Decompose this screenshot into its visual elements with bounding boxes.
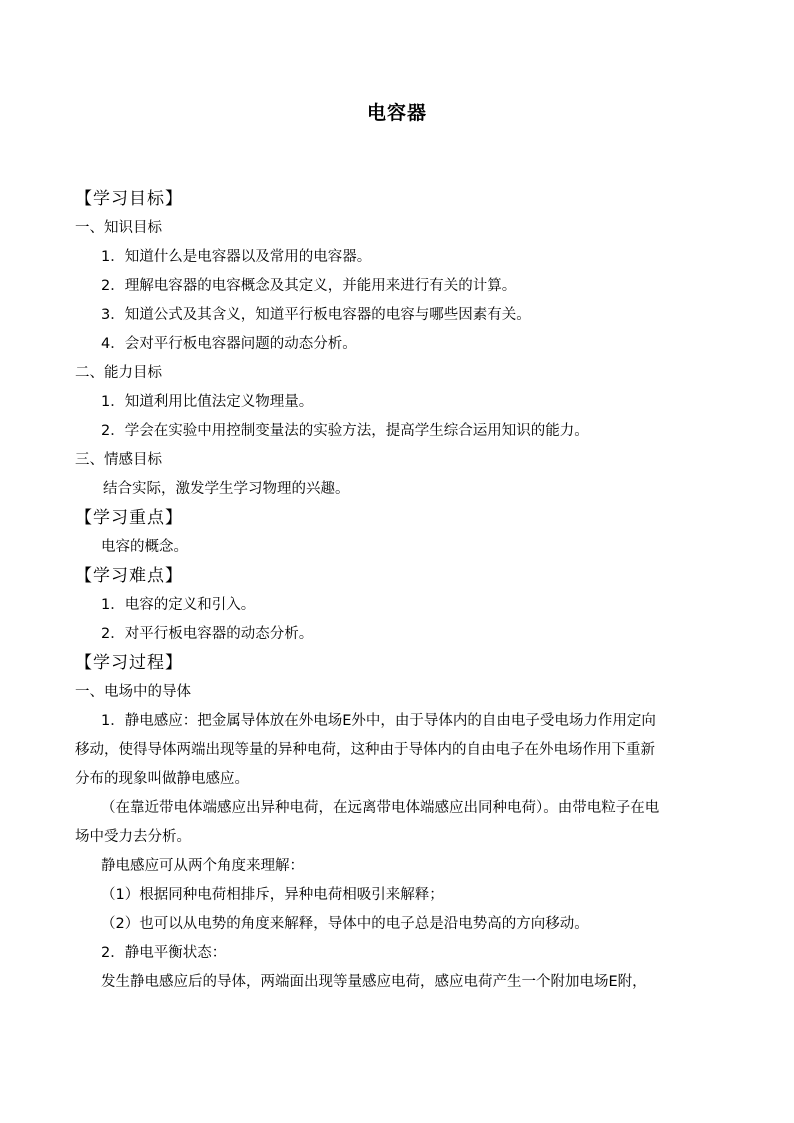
paragraph: 电容的概念。: [101, 539, 188, 555]
subsection-knowledge: 一、知识目标: [75, 220, 162, 236]
subsection-conductor: 一、电场中的导体: [75, 684, 191, 700]
paragraph-line: 分布的现象叫做静电感应。: [75, 771, 249, 787]
list-item: 1．知道利用比值法定义物理量。: [101, 394, 314, 410]
document-body: [75, 185, 725, 997]
paragraph: 发生静电感应后的导体，两端面出现等量感应电荷，感应电荷产生一个附加电场E附，: [101, 974, 647, 990]
list-item: 2．学会在实验中用控制变量法的实验方法，提高学生综合运用知识的能力。: [101, 423, 589, 439]
section-heading-process: 【学习过程】: [75, 653, 183, 673]
list-item: 2．对平行板电容器的动态分析。: [101, 626, 314, 642]
list-item: （2）也可以从电势的角度来解释，导体中的电子总是沿电势高的方向移动。: [101, 916, 589, 932]
list-item: 1．知道什么是电容器以及常用的电容器。: [101, 249, 372, 265]
page-title: 电容器: [366, 102, 427, 124]
list-item: 3．知道公式及其含义，知道平行板电容器的电容与哪些因素有关。: [101, 307, 531, 323]
subsection-emotion: 三、情感目标: [75, 452, 162, 468]
section-heading-difficulties: 【学习难点】: [75, 566, 183, 586]
section-heading-goals: 【学习目标】: [75, 189, 183, 209]
paragraph-line: 场中受力去分析。: [75, 829, 191, 845]
paragraph: 结合实际，激发学生学习物理的兴趣。: [103, 481, 350, 497]
list-item: 1．电容的定义和引入。: [101, 597, 256, 613]
list-item: 4．会对平行板电容器问题的动态分析。: [101, 336, 357, 352]
paragraph-line: 移动，使得导体两端出现等量的异种电荷，这种由于导体内的自由电子在外电场作用下重新: [75, 742, 655, 758]
list-item: 2．静电平衡状态：: [101, 945, 227, 961]
subsection-ability: 二、能力目标: [75, 365, 162, 381]
list-item: （1）根据同种电荷相排斥，异种电荷相吸引来解释；: [101, 887, 444, 903]
paragraph-line: （在靠近带电体端感应出异种电荷，在远离带电体端感应出同种电荷）。由带电粒子在电: [101, 800, 660, 816]
section-heading-key-points: 【学习重点】: [75, 508, 183, 528]
paragraph: 静电感应可从两个角度来理解：: [101, 858, 304, 874]
list-item: 2．理解电容器的电容概念及其定义，并能用来进行有关的计算。: [101, 278, 517, 294]
paragraph-line: 1．静电感应：把金属导体放在外电场E外中，由于导体内的自由电子受电场力作用定向: [101, 713, 656, 729]
